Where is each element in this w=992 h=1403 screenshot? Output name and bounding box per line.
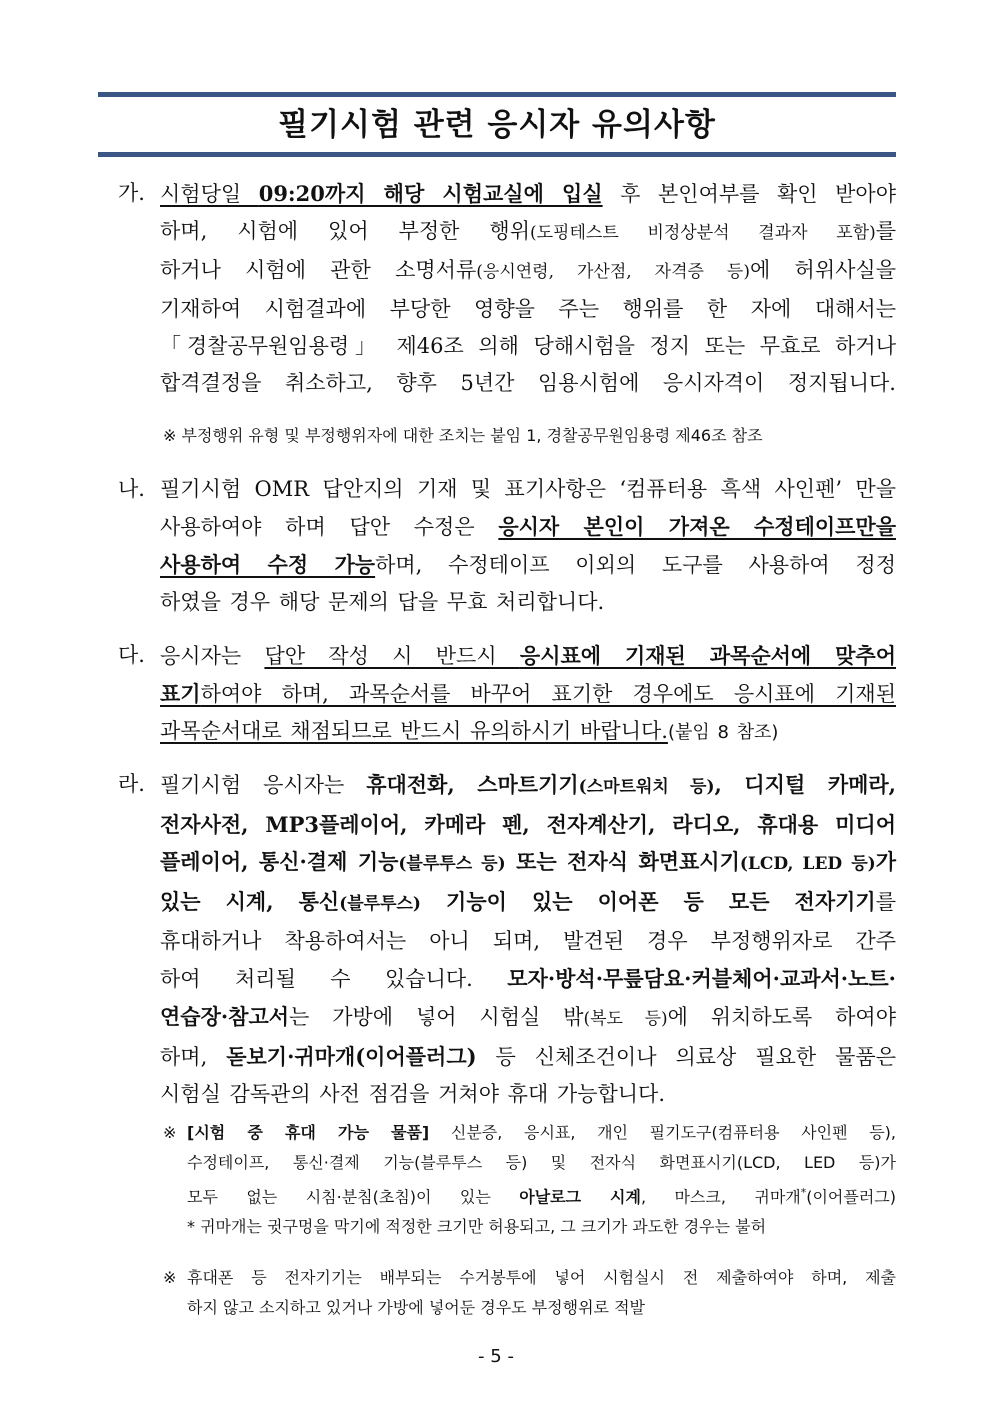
note-misconduct: ※ 부정행위 유형 및 부정행위자에 대한 조치는 붙임 1, 경찰공무원임용령 제46조 참조 [163,426,763,445]
note-symbol: ※ [163,1268,177,1287]
text-line [160,546,896,584]
text-line: 수정테이프, 통신·결제 기능(블루투스 등) 및 전자식 화면표시기(LCD, LED 등)가 [187,1153,896,1172]
section-marker: 나. [118,477,145,501]
text-line [187,1178,896,1212]
text-line: 휴대폰 등 전자기기는 배부되는 수거봉투에 넣어 시험실시 전 제출하여야 하며, 제출 [187,1268,896,1287]
bold-text: , 디지털 카메라, [714,772,896,797]
note-body [187,1263,896,1323]
section-marker: 다. [118,643,145,667]
bold-text: 가 [875,849,896,874]
section-ga [118,175,896,402]
text-span: 를 [875,890,897,914]
text-line: 하지 않고 소지하고 있거나 가방에 넣어둔 경우도 부정행위로 적발 [187,1298,646,1317]
text-line: 필기시험 OMR 답안지의 기재 및 표기사항은 ‘컴퓨터용 흑색 사인펜’ 만을 [160,477,896,501]
text-line [160,252,896,291]
text-line [160,843,896,883]
text-span: 하거나 시험에 관한 소명서류 [160,258,477,282]
section-ra-text [160,766,896,1113]
bold-text: 플레이어, 통신·결제 기능 [160,849,399,874]
highlight-text: 09:20까지 해당 시험교실에 입실 [258,181,603,206]
section-marker: 가. [118,181,145,205]
text-span: 에 허위사실을 [750,258,896,282]
text-line [160,960,896,998]
text-line [160,175,896,213]
text-line: 합격결정을 취소하고, 향후 5년간 임용시험에 응시자격이 정지됩니다. [160,371,896,395]
text-span: 신분증, 응시표, 개인 필기도구(컴퓨터용 사인펜 등), [429,1123,896,1142]
text-line [160,213,896,252]
text-line [160,883,896,923]
text-line: 기재하여 시험결과에 부당한 영향을 주는 행위를 한 자에 대해서는 [160,297,896,321]
text-line: 시험실 감독관의 사전 점검을 거쳐야 휴대 가능합니다. [160,1082,666,1106]
text-span: 하며, [160,1045,227,1069]
footnote-mark: * [800,1186,807,1199]
section-na-text [160,471,896,621]
bold-text: 모자·방석·무릎담요·커블체어·교과서·노트· [507,966,896,991]
text-line: 전자사전, MP3플레이어, 카메라 펜, 전자계산기, 라디오, 휴대용 미디어 [160,812,896,837]
text-span: 에 위치하도록 하여야 [667,1005,896,1029]
highlight-text: 사용하여 수정 가능 [160,552,376,577]
text-line [187,1118,896,1148]
text-span: 는 가방에 넣어 시험실 밖 [289,1005,584,1029]
small-text: (블루투스 등) [398,854,506,874]
section-marker: 라. [118,772,145,796]
bold-text: 돋보기·귀마개(이어플러그) [226,1044,477,1069]
text-line [160,675,896,713]
footnote: * 귀마개는 귓구멍을 막기에 적정한 크기만 허용되고, 그 크기가 과도한 경우는 불허 [187,1217,767,1237]
text-span: (이어플러그) [806,1187,896,1207]
text-line [160,766,896,806]
underlined-text: 하여야 하며, 과목순서를 바꾸어 표기한 경우에도 응시표에 기재된 [200,682,896,706]
text-span: 필기시험 응시자는 [160,773,367,797]
highlight-text: 표기 [160,681,201,706]
underlined-text: 답안 작성 시 반드시 [264,644,520,668]
title-bottom-rule [98,152,896,157]
text-span: 후 본인여부를 확인 받아야 [602,182,896,206]
small-text: (응시연령, 가산점, 자격증 등) [476,262,750,282]
title-top-rule [98,92,896,97]
section-da-text [160,637,896,751]
text-line [160,713,896,751]
text-span: , 마스크, 귀마개 [640,1187,801,1207]
page-number: - 5 - [478,1346,514,1367]
note-allowed-items [163,1118,896,1242]
text-span: (붙임 8 참조) [667,722,779,743]
note-phone-submission [163,1263,896,1323]
text-line: 하였을 경우 해당 문제의 답을 무효 처리합니다. [160,590,605,614]
bold-text: [시험 중 휴대 가능 물품] [187,1123,430,1142]
section-ga-text [160,175,896,402]
text-span: 사용하여야 하며 답안 수정은 [160,515,499,539]
small-text: (블루투스) [339,894,421,914]
bold-text: 또는 전자식 화면표시기 [505,849,740,874]
bold-text: 기능이 있는 이어폰 등 모든 전자기기 [420,889,876,914]
section-na [118,471,896,621]
text-line [160,998,896,1038]
note-symbol: ※ [163,1123,177,1142]
text-line [160,508,896,546]
text-span: 하여 처리될 수 있습니다. [160,967,508,991]
text-span: 하며, 시험에 있어 부정한 행위 [160,219,530,243]
small-text: (복도 등) [583,1009,668,1029]
small-text: (스마트워치 등) [578,777,715,797]
bold-text: 연습장·참고서 [160,1004,290,1029]
text-span: 시험당일 [160,182,259,206]
underlined-text: 과목순서대로 채점되므로 반드시 유의하시기 바랍니다. [160,719,668,743]
note-body [187,1118,896,1242]
highlight-text: 응시표에 기재된 과목순서에 맞추어 [519,643,896,668]
bold-text: 휴대전화, 스마트기기 [366,772,579,797]
text-span: 를 [875,219,896,243]
page-title: 필기시험 관련 응시자 유의사항 [278,107,716,143]
text-line: 「경찰공무원임용령」 제46조 의해 당해시험을 정지 또는 무효로 하거나 [160,334,896,358]
highlight-text: 응시자 본인이 가져온 수정테이프만을 [498,514,896,539]
text-line: 휴대하거나 착용하여서는 아니 되며, 발견된 경우 부정행위자로 간주 [160,929,896,953]
text-line [160,1038,896,1076]
section-da [118,637,896,751]
small-text: (도핑테스트 비정상분석 결과자 포함) [530,223,876,243]
text-span: 모두 없는 시침·분침(초침)이 있는 [187,1187,520,1207]
bold-text: 아날로그 시계 [519,1187,641,1207]
text-span: 등 신체조건이나 의료상 필요한 물품은 [476,1045,896,1069]
text-span: 하며, 수정테이프 이외의 도구를 사용하여 정정 [375,553,897,577]
bold-text: 있는 시계, 통신 [160,889,340,914]
text-line [160,637,896,675]
text-span: 응시자는 [160,644,265,668]
small-text: (LCD, LED 등) [739,854,876,874]
section-ra [118,766,896,1113]
